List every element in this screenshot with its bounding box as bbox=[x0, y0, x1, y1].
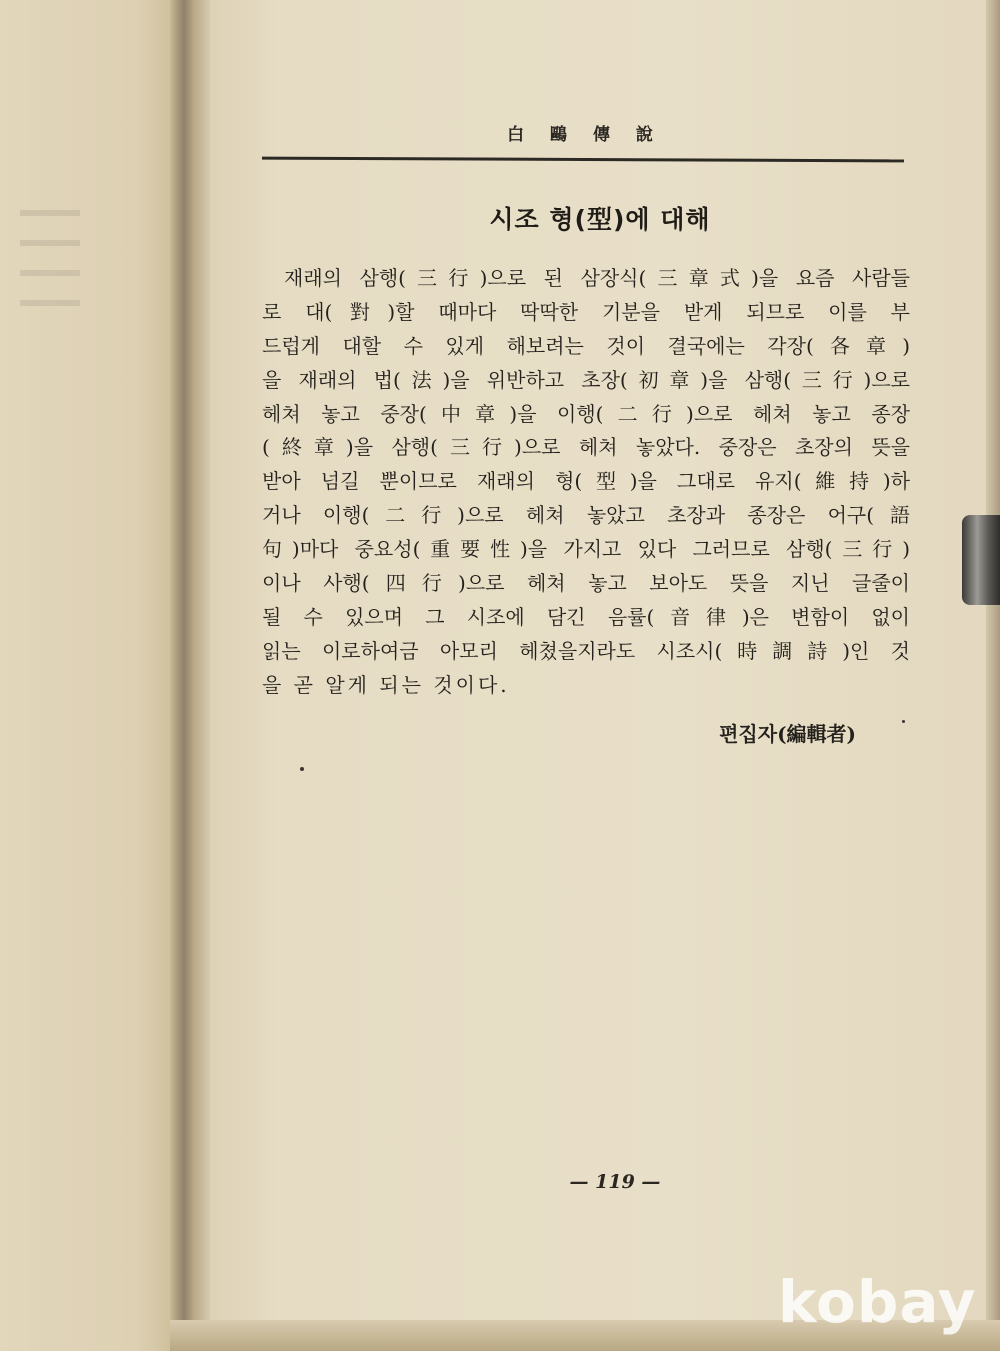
ink-speck bbox=[300, 767, 304, 771]
text-line: 로 대(對)할 때마다 딱딱한 기분을 받게 되므로 이를 부 bbox=[262, 299, 910, 324]
text-line: 재래의 삼행(三行)으로 된 삼장식(三章式)을 요즘 사람들 bbox=[284, 266, 910, 290]
ink-speck bbox=[902, 720, 905, 723]
text-line: 거나 이행(二行)으로 헤쳐 놓았고 초장과 종장은 어구(語 bbox=[262, 503, 910, 528]
text-line: (終章)을 삼행(三行)으로 헤쳐 놓았다. 중장은 초장의 뜻을 bbox=[262, 435, 910, 460]
text-line: 드럽게 대할 수 있게 해보려는 것이 결국에는 각장(各章) bbox=[262, 333, 910, 358]
watermark-logo: kobay bbox=[778, 1268, 977, 1336]
text-line: 을 재래의 법(法)을 위반하고 초장(初章)을 삼행(三行)으로 bbox=[262, 367, 910, 392]
text-line: 될 수 있으며 그 시조에 담긴 음률(音律)은 변함이 없이 bbox=[262, 604, 910, 629]
book-gutter bbox=[170, 0, 210, 1351]
text-line: 읽는 이로하여금 아모리 헤쳤을지라도 시조시(時調詩)인 것 bbox=[262, 638, 910, 663]
metal-clip bbox=[962, 515, 1000, 605]
bleed-through-text bbox=[20, 210, 80, 330]
page-title: 시조 형(型)에 대해 bbox=[489, 205, 711, 234]
editor-signature: 편집자(編輯者) bbox=[719, 722, 856, 746]
page-number: — 119 — bbox=[569, 1171, 661, 1193]
text-line: 헤쳐 놓고 중장(中章)을 이행(二行)으로 헤쳐 놓고 종장 bbox=[262, 401, 910, 426]
text-line: 이나 사행(四行)으로 헤쳐 놓고 보아도 뜻을 지닌 글줄이 bbox=[262, 571, 910, 596]
page-edge bbox=[986, 0, 1000, 1351]
left-page bbox=[0, 0, 196, 1351]
body-paragraph bbox=[262, 262, 910, 703]
running-head: 白 鷗 傳 說 bbox=[507, 125, 663, 145]
text-line: 받아 넘길 뿐이므로 재래의 형(型)을 그대로 유지(維持)하 bbox=[262, 469, 910, 494]
text-line: 句)마다 중요성(重要性)을 가지고 있다 그러므로 삼행(三行) bbox=[262, 537, 910, 562]
text-line: 을 곧 알게 되는 것이다. bbox=[262, 672, 510, 697]
